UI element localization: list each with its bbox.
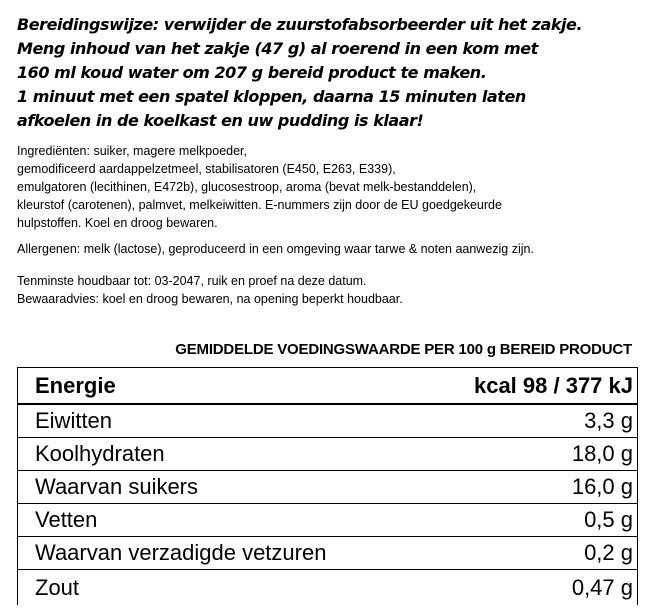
ingredients-line: gemodificeerd aardappelzetmeel, stabilisatoren (E450, E263, E339), xyxy=(17,162,396,176)
nutrient-value: 3,3 g xyxy=(584,408,633,433)
nutrition-table xyxy=(17,367,638,605)
nutrient-value: 16,0 g xyxy=(571,474,633,499)
ingredients-line: hulpstoffen. Koel en droog bewaren. xyxy=(17,216,218,230)
preparation-line: Bereidingswijze: verwijder de zuurstofabsorbeerder uit het zakje. xyxy=(17,15,583,34)
nutrient-value: 0,47 g xyxy=(571,575,633,600)
nutrition-row xyxy=(18,570,637,606)
energy-label: Energie xyxy=(35,372,116,398)
best-before-line: Tenminste houdbaar tot: 03-2047, ruik en proef na deze datum. xyxy=(17,274,367,288)
allergens-line: Allergenen: melk (lactose), geproduceerd in een omgeving waar tarwe & noten aanwezig zijn. xyxy=(17,242,534,256)
nutrition-row xyxy=(18,537,637,570)
preparation-line: 1 minuut met een spatel kloppen, daarna 15 minuten laten xyxy=(17,87,526,106)
preparation-line: 160 ml koud water om 207 g bereid product te maken. xyxy=(17,63,487,82)
storage-info xyxy=(17,272,657,308)
allergens-text xyxy=(17,240,657,258)
ingredients-line: kleurstof (carotenen), palmvet, melkeiwitten. E-nummers zijn door de EU goedgekeurde xyxy=(17,198,502,212)
nutrient-value: 0,2 g xyxy=(584,540,633,565)
nutrient-label: Koolhydraten xyxy=(35,441,165,466)
ingredients-line: emulgatoren (lecithinen, E472b), glucosestroop, aroma (bevat melk-bestanddelen), xyxy=(17,180,477,194)
nutrition-header-row xyxy=(18,368,637,405)
nutrition-row xyxy=(18,504,637,537)
nutrient-label: Waarvan suikers xyxy=(35,474,199,499)
nutrient-value: 18,0 g xyxy=(571,441,633,466)
nutrient-value: 0,5 g xyxy=(584,507,633,532)
preparation-line: Meng inhoud van het zakje (47 g) al roerend in een kom met xyxy=(17,39,538,58)
nutrient-label: Vetten xyxy=(35,507,98,532)
ingredients-line: Ingrediënten: suiker, magere melkpoeder, xyxy=(17,144,247,158)
ingredients-list xyxy=(17,142,657,232)
nutrition-row xyxy=(18,471,637,504)
nutrition-title: GEMIDDELDE VOEDINGSWAARDE PER 100 g BEREID PRODUCT xyxy=(175,341,632,358)
preparation-instructions xyxy=(17,13,657,133)
preparation-line: afkoelen in de koelkast en uw pudding is klaar! xyxy=(17,111,424,130)
energy-value: kcal 98 / 377 kJ xyxy=(473,372,633,398)
nutrient-label: Eiwitten xyxy=(35,408,113,433)
nutrition-row xyxy=(18,405,637,438)
nutrition-row xyxy=(18,438,637,471)
storage-advice-line: Bewaaradvies: koel en droog bewaren, na opening beperkt houdbaar. xyxy=(17,292,403,306)
nutrient-label: Waarvan verzadigde vetzuren xyxy=(35,540,327,565)
nutrient-label: Zout xyxy=(35,575,80,600)
